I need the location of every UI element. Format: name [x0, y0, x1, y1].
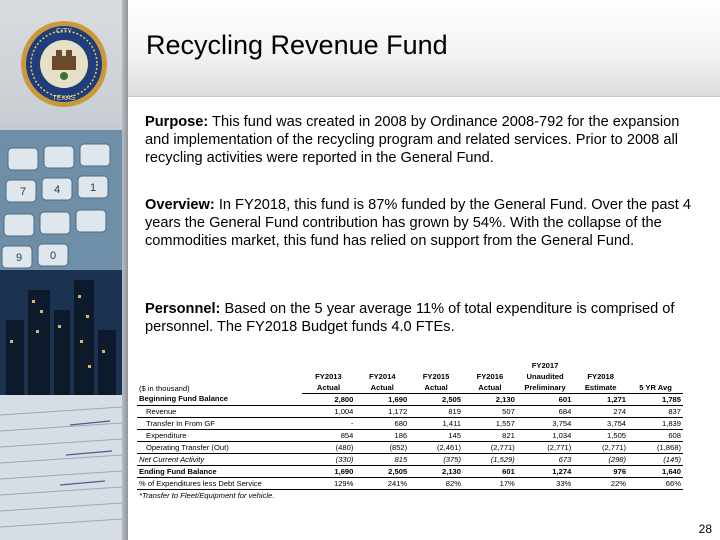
personnel-label: Personnel:: [145, 301, 221, 317]
column-header-l2: FY2015: [422, 372, 450, 381]
column-header-l3: Actual: [409, 382, 463, 394]
cell: (1,529): [463, 454, 517, 466]
row-label: Expenditure: [137, 430, 302, 442]
svg-text:1: 1: [89, 182, 97, 194]
table-row-net-current-activity: [137, 454, 683, 466]
column-header-l2: FY2014: [368, 372, 396, 381]
cell: (375): [409, 454, 463, 466]
column-header-l1: [463, 360, 517, 371]
table-row-transfer-in: [137, 418, 683, 430]
cell: 1,785: [628, 394, 683, 406]
cell: 601: [517, 394, 574, 406]
cell: (2,771): [573, 442, 628, 454]
page-number: 28: [698, 522, 712, 536]
cell: 2,505: [355, 466, 409, 478]
column-header-l1: [409, 360, 463, 371]
fund-balance-table: [137, 360, 683, 501]
column-header-l2: Unaudited: [526, 372, 564, 381]
overview-paragraph: [145, 196, 705, 250]
cell: 1,034: [517, 430, 574, 442]
column-header-l2: FY2016: [476, 372, 504, 381]
cell: (1,868): [628, 442, 683, 454]
cell: 82%: [409, 478, 463, 490]
row-label: Net Current Activity: [137, 454, 302, 466]
cell: 815: [355, 454, 409, 466]
personnel-paragraph: [145, 300, 705, 336]
title-bar: [128, 0, 720, 97]
city-skyline-image: [0, 270, 122, 410]
cell: (480): [302, 442, 356, 454]
table-row-beginning-balance: [137, 394, 683, 406]
purpose-text: This fund was created in 2008 by Ordinance 2008-792 for the expansion and implementation of the recycling program and related services. Prior to 2008 all recycling activities were reported in the General Fund.: [145, 114, 680, 166]
table-header-row-2: [137, 371, 683, 382]
cell: 976: [573, 466, 628, 478]
cell: (852): [355, 442, 409, 454]
cell: 274: [573, 406, 628, 418]
spreadsheet-paper-image: [0, 395, 122, 540]
column-header-l1: [302, 360, 356, 371]
row-label: Revenue: [137, 406, 302, 418]
table-footnote: *Transfer to Fleet/Equipment for vehicle.: [139, 490, 275, 500]
table-row-expenditure: [137, 430, 683, 442]
table-row-operating-transfer: [137, 442, 683, 454]
column-header-l3: 5 YR Avg: [628, 382, 683, 394]
cell: 3,754: [573, 418, 628, 430]
svg-text:7: 7: [19, 186, 27, 198]
cell: 601: [463, 466, 517, 478]
cell: 684: [517, 406, 574, 418]
cell: 1,839: [628, 418, 683, 430]
column-header-l1: [355, 360, 409, 371]
cell: 2,505: [409, 394, 463, 406]
slide-title: Recycling Revenue Fund: [146, 30, 448, 60]
cell: 1,557: [463, 418, 517, 430]
table-header-row-3: [137, 382, 683, 394]
column-header-l3: Actual: [355, 382, 409, 394]
table-row-revenue: [137, 406, 683, 418]
cell: 837: [628, 406, 683, 418]
cell: 1,271: [573, 394, 628, 406]
table-row-pct-expenditures: [137, 478, 683, 490]
cell: 608: [628, 430, 683, 442]
column-header-l2: FY2013: [315, 372, 342, 381]
table-row-ending-balance: [137, 466, 683, 478]
svg-text:4: 4: [53, 184, 61, 196]
cell: 673: [517, 454, 574, 466]
header-blank: [137, 371, 302, 382]
calculator-keys-image: [0, 130, 122, 280]
personnel-text: Based on the 5 year average 11% of total expenditure is comprised of personnel. The FY2018 Budget funds 4.0 FTEs.: [145, 301, 675, 335]
city-seal-icon: [20, 20, 108, 108]
svg-text:0: 0: [49, 250, 57, 262]
header-blank: [137, 360, 302, 371]
cell: 2,130: [463, 394, 517, 406]
overview-text: In FY2018, this fund is 87% funded by the General Fund. Over the past 4 years the General Fund contribution has grown by 54%. With the collapse of the commodities market, this fund has relied on support from the General Fund.: [145, 197, 691, 249]
column-header-l1: [628, 360, 683, 371]
svg-text:CITY: CITY: [56, 28, 72, 35]
cell: 33%: [517, 478, 574, 490]
cell: 129%: [302, 478, 356, 490]
row-label: Beginning Fund Balance: [137, 394, 302, 406]
row-label: Ending Fund Balance: [137, 466, 302, 478]
cell: 241%: [355, 478, 409, 490]
cell: 1,640: [628, 466, 683, 478]
cell: (2,771): [463, 442, 517, 454]
column-header-l3: Estimate: [573, 382, 628, 394]
cell: 1,172: [355, 406, 409, 418]
units-label: ($ in thousand): [139, 383, 190, 393]
svg-text:TEXAS: TEXAS: [52, 95, 76, 102]
column-header-l1: [573, 360, 628, 371]
column-header-l2: FY2018: [587, 372, 614, 381]
cell: 66%: [628, 478, 683, 490]
purpose-paragraph: [145, 113, 705, 167]
row-label: Operating Transfer (Out): [137, 442, 302, 454]
column-header-l1: FY2017: [531, 361, 559, 370]
cell: 821: [463, 430, 517, 442]
cell: (2,771): [517, 442, 574, 454]
svg-text:9: 9: [15, 252, 23, 264]
cell: (145): [628, 454, 683, 466]
cell: (330): [302, 454, 356, 466]
cell: 507: [463, 406, 517, 418]
cell: 2,130: [409, 466, 463, 478]
cell: -: [302, 418, 356, 430]
cell: 1,004: [302, 406, 356, 418]
cell: 3,754: [517, 418, 574, 430]
cell: 1,274: [517, 466, 574, 478]
cell: 854: [302, 430, 356, 442]
cell: 17%: [463, 478, 517, 490]
cell: 1,505: [573, 430, 628, 442]
cell: 680: [355, 418, 409, 430]
table-footnote-row: [137, 490, 683, 502]
purpose-label: Purpose:: [145, 114, 209, 130]
cell: (2,461): [409, 442, 463, 454]
cell: 1,690: [355, 394, 409, 406]
column-header-l2: [628, 371, 683, 382]
cell: 819: [409, 406, 463, 418]
table-header-row-1: [137, 360, 683, 371]
overview-label: Overview:: [145, 197, 215, 213]
row-label: Transfer In From GF: [137, 418, 302, 430]
column-header-l3: Actual: [302, 382, 356, 394]
cell: 145: [409, 430, 463, 442]
column-header-l3: Preliminary: [517, 382, 574, 394]
cell: 22%: [573, 478, 628, 490]
row-label: % of Expenditures less Debt Service: [137, 478, 302, 490]
decorative-sidebar: [0, 0, 128, 540]
cell: 1,690: [302, 466, 356, 478]
column-header-l3: Actual: [463, 382, 517, 394]
cell: (298): [573, 454, 628, 466]
cell: 186: [355, 430, 409, 442]
cell: 1,411: [409, 418, 463, 430]
cell: 2,800: [302, 394, 356, 406]
